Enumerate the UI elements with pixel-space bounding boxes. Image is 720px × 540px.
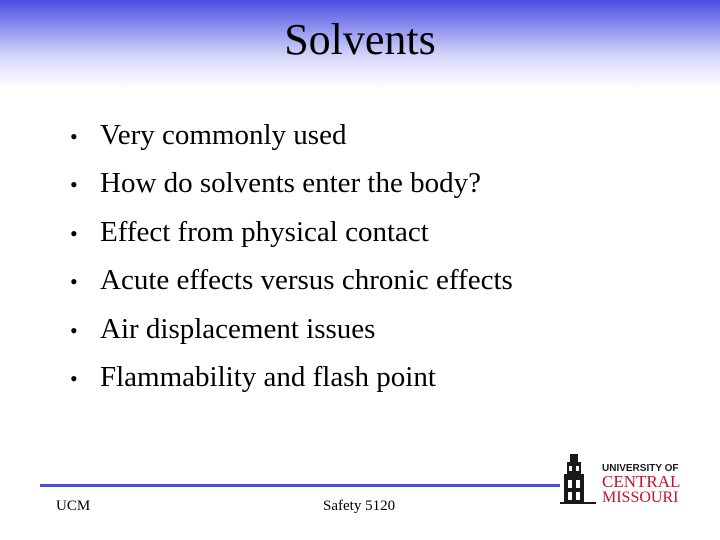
bullet-dot: • [70,172,78,198]
bullet-item [70,160,513,208]
tower-window [569,466,572,471]
tower-base [564,474,584,504]
tower-window [576,480,580,488]
bullet-dot: • [70,317,78,343]
bullet-dot: • [70,124,78,149]
bullet-item [70,257,513,305]
bullet-item [70,354,513,402]
bullet-list [70,112,513,402]
bullet-text: Effect from physical contact [100,215,429,248]
tower-window [576,492,580,500]
footer-course-label: Safety 5120 [323,498,396,514]
bullet-dot: • [70,269,78,295]
bullet-dot: • [70,220,78,246]
bullet-item [70,209,513,257]
bullet-item [70,112,513,160]
bullet-text: Air displacement issues [100,312,376,345]
logo-line-missouri: MISSOURI [602,489,679,506]
tower-window [568,492,572,500]
logo-line-central: CENTRAL [602,472,681,491]
tower-window [576,466,579,471]
bullet-text: Very commonly used [100,119,347,151]
bullet-dot: • [70,366,78,392]
logo-line-university: UNIVERSITY OF [602,463,679,474]
tower-ground [560,502,596,504]
clock-tower-icon [560,454,596,504]
bullet-text: Acute effects versus chronic effects [100,264,513,297]
tower-spire [570,454,578,462]
footer-rule [40,484,560,487]
slide-title: Solvents [284,15,436,64]
bullet-text: How do solvents enter the body? [100,167,481,200]
ucm-logo [556,446,696,506]
bullet-text: Flammability and flash point [100,361,436,394]
footer-org-label: UCM [56,498,91,514]
bullet-item [70,306,513,354]
tower-window [568,480,572,488]
